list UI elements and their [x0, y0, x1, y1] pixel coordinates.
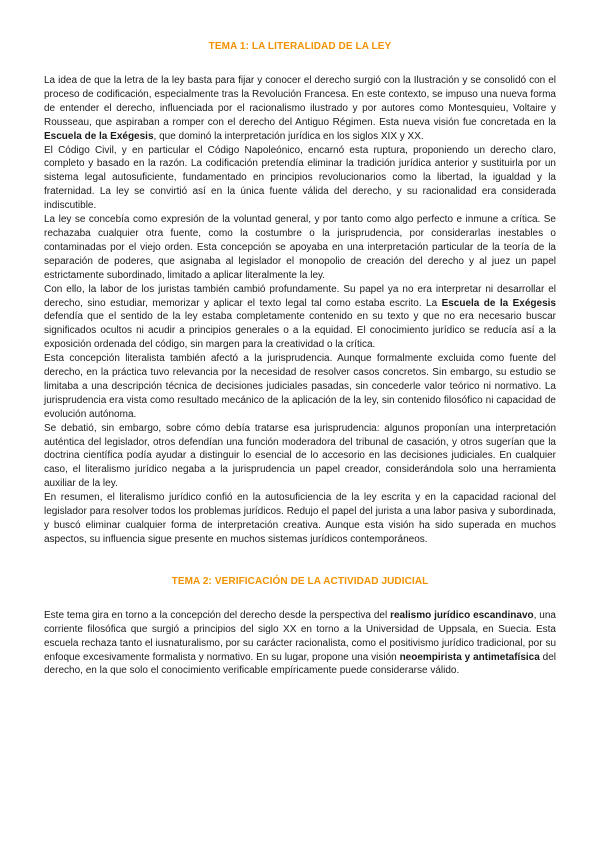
tema1-paragraph-3: La ley se concebía como expresión de la voluntad general, y por tanto como algo perfecto e inmune a crítica. Se rechazaba cualquier otra fuente, como la costumbre o la jurisprudencia, por considerarlas inestables o contaminadas por el viejo orden. Esta concepción se apoyaba en una interpretación particular de la teoría de la separación de poderes, que asignaba al legislador el monopolio de creación del derecho y al juez un papel estrictamente subordinado, limitado a aplicar literalmente la ley. — [44, 214, 556, 281]
tema1-heading: TEMA 1: LA LITERALIDAD DE LA LEY — [208, 41, 392, 52]
text-run: La idea de que la letra de la ley basta para fijar y conocer el derecho surgió con la Ilustración y se consolidó con el proceso de codificación, especialmente tras la Revolución Francesa. En este contexto, se impuso una nueva forma de entender el derecho, influenciada por el racionalismo ilustrado y por autores como Montesquieu, Voltaire y Rousseau, que aspiraban a romper con el derecho del Antiguo Régimen. Esta nueva visión fue concretada en la — [44, 75, 556, 128]
tema1-paragraph-1 — [44, 74, 556, 144]
text-run: defendía que el sentido de la ley estaba completamente contenido en su texto y que no era necesario buscar significados ocultos ni acudir a principios generales o a la equidad. El conocimiento jurídico se reducía así a la exposición ordenada del código, sin margen para la creatividad o la crítica. — [44, 311, 556, 351]
text-run: , una corriente filosófica que surgió a principios del siglo XX en torno a la Universidad de Uppsala, en Suecia. Esta escuela rechaza tanto el iusnaturalismo, por su carácter racionalista, como el positivismo jurídico tradicional, por su enfoque excesivamente formalista y normativo. En su lugar, propone una visión — [44, 609, 556, 663]
tema2-paragraph-1 — [44, 609, 556, 679]
tema1-paragraph-5: Esta concepción literalista también afectó a la jurisprudencia. Aunque formalmente excluida como fuente del derecho, en la práctica tuvo relevancia por la necesidad de resolver casos concretos. Sin embargo, su estudio se limitaba a una descripción técnica de decisiones judiciales pasadas, sin concederle valor teórico ni normativo. La jurisprudencia era vista como resultado mecánico de la aplicación de la ley, sin contenido filosófico ni capacidad de evolución autónoma. — [44, 353, 556, 420]
bold-term-escuela-exegesis: Escuela de la Exégesis — [44, 130, 154, 142]
bold-term-neoempirista: neoempirista y antimetafísica — [399, 651, 540, 663]
text-run: del derecho, en la que solo el conocimiento verificable empíricamente puede considerarse válido. — [44, 651, 557, 677]
text-run: Con ello, la labor de los juristas también cambió profundamente. Su papel ya no era interpretar ni desarrollar el derecho, sino estudiar, memorizar y aplicar el texto legal tal como estaba escrito. La — [44, 283, 556, 309]
document-page — [44, 40, 556, 678]
bold-term-escuela-exegesis: Escuela de la Exégesis — [441, 297, 556, 309]
text-run: , que dominó la interpretación jurídica en los siglos XIX y XX. — [153, 130, 424, 142]
tema2-heading: TEMA 2: VERIFICACIÓN DE LA ACTIVIDAD JUDICIAL — [171, 575, 429, 587]
tema1-paragraph-4 — [44, 283, 556, 353]
tema1-paragraph-7: En resumen, el literalismo jurídico confió en la autosuficiencia de la ley escrita y en la capacidad racional del legislador para resolver todos los problemas jurídicos. Redujo el papel del jurista a una labor pasiva y subordinada, y buscó eliminar cualquier forma de interpretación creativa. Aunque esta visión ha sido superada en muchos aspectos, su influencia sigue presente en muchos sistemas jurídicos contemporáneos. — [44, 492, 556, 545]
tema1-paragraph-2: El Código Civil, y en particular el Código Napoleónico, encarnó esta ruptura, proponiendo un derecho claro, completo y basado en la razón. La codificación pretendía eliminar la tradición jurídica anterior y sustituirla por un sistema legal autosuficiente, fundamentado en principios revolucionarios como la libertad, la igualdad y la fraternidad. La ley se convirtió así en la única fuente válida del derecho, y su racionalidad era considerada indiscutible. — [44, 144, 556, 212]
text-run: Este tema gira en torno a la concepción del derecho desde la perspectiva del — [44, 609, 391, 621]
bold-term-realismo-escandinavo: realismo jurídico escandinavo — [390, 609, 534, 621]
tema1-paragraph-6: Se debatió, sin embargo, sobre cómo debía tratarse esa jurisprudencia: algunos proponían una interpretación auténtica del legislador, otros defendían una función moderadora del tribunal de casación, y otros sugerían que la doctrina científica podía ayudar a distinguir lo esencial de lo accesorio en las decisiones judiciales. En cualquier caso, el literalismo jurídico negaba a la jurisprudencia un papel creador, considerándola solo una herramienta auxiliar de la ley. — [44, 422, 556, 490]
